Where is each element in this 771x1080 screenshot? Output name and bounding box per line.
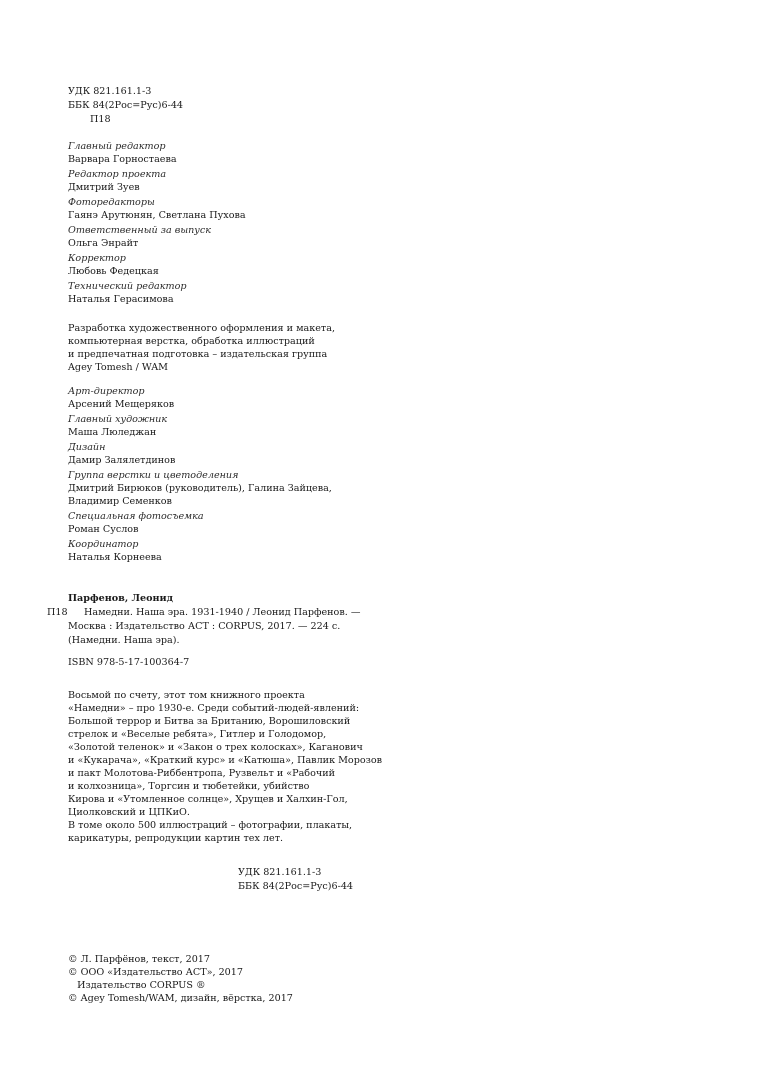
credit-role: Главный художник — [68, 414, 168, 425]
catalog-line: Москва : Издательство АСТ : CORPUS, 2017. — 224 с. — [68, 621, 341, 632]
editorial-credits — [68, 140, 246, 308]
credit-entry — [68, 224, 246, 252]
annotation-line: Кирова и «Утомленное солнце», Хрущев и Халхин-Гол, — [68, 794, 348, 805]
annotation-line: и пакт Молотова-Риббентропа, Рузвельт и «Рабочий — [68, 768, 335, 779]
credit-role: Дизайн — [68, 442, 106, 453]
catalog-line: (Намедни. Наша эра). — [68, 635, 180, 646]
credit-entry — [68, 385, 332, 413]
design-credits — [68, 385, 332, 566]
annotation-line: В томе около 500 иллюстраций – фотографии, плакаты, — [68, 820, 353, 831]
annotation-line: «Намедни» – про 1930-е. Среди событий-людей-явлений: — [68, 703, 360, 714]
udk-code: УДК 821.161.1-3 — [68, 86, 152, 97]
catalog-line: Намедни. Наша эра. 1931-1940 / Леонид Парфенов. — — [84, 607, 361, 618]
design-note-line: компьютерная верстка, обработка иллюстраций — [68, 336, 315, 347]
copyright-line: © ООО «Издательство АСТ», 2017 — [68, 967, 243, 978]
catalog-author-sign: П18 — [47, 607, 68, 618]
credit-name: Любовь Федецкая — [68, 266, 159, 277]
credit-entry — [68, 280, 246, 308]
annotation-line: карикатуры, репродукции картин тех лет. — [68, 833, 284, 844]
footer-bbk-code: ББК 84(2Рос=Рус)6-44 — [238, 881, 354, 892]
credit-role: Корректор — [68, 253, 126, 264]
author-sign: П18 — [90, 114, 111, 125]
annotation-line: и колхозница», Торгсин и тюбетейки, убийство — [68, 781, 310, 792]
credit-name: Владимир Семенков — [68, 496, 172, 507]
credit-name: Варвара Горностаева — [68, 154, 177, 165]
catalog-author: Парфенов, Леонид — [68, 593, 174, 604]
copyright-line: © Agey Tomesh/WAM, дизайн, вёрстка, 2017 — [68, 993, 293, 1004]
credit-role: Главный редактор — [68, 141, 166, 152]
credit-role: Технический редактор — [68, 281, 187, 292]
credit-name: Дмитрий Бирюков (руководитель), Галина Зайцева, — [68, 483, 332, 494]
credit-entry — [68, 252, 246, 280]
credit-name: Арсений Мещеряков — [68, 399, 175, 410]
design-note-line: Agey Tomesh / WAM — [68, 362, 168, 373]
credit-entry — [68, 538, 332, 566]
isbn: ISBN 978-5-17-100364-7 — [68, 657, 190, 668]
credit-name: Наталья Корнеева — [68, 552, 162, 563]
footer-udk-code: УДК 821.161.1-3 — [238, 867, 322, 878]
credit-name: Ольга Энрайт — [68, 238, 139, 249]
design-note-line: и предпечатная подготовка – издательская группа — [68, 349, 328, 360]
annotation-line: стрелок и «Веселые ребята», Гитлер и Голодомор, — [68, 729, 327, 740]
credit-name: Дамир Залялетдинов — [68, 455, 176, 466]
credit-name: Маша Люледжан — [68, 427, 157, 438]
annotation — [68, 689, 382, 845]
credit-entry — [68, 510, 332, 538]
credit-role: Фоторедакторы — [68, 197, 155, 208]
annotation-line: Восьмой по счету, этот том книжного проекта — [68, 690, 305, 701]
credit-role: Координатор — [68, 539, 139, 550]
credit-name: Дмитрий Зуев — [68, 182, 140, 193]
copyright-line: © Л. Парфёнов, текст, 2017 — [68, 954, 211, 965]
credit-entry — [68, 441, 332, 469]
credit-name: Наталья Герасимова — [68, 294, 174, 305]
credit-name: Роман Суслов — [68, 524, 139, 535]
credit-entry — [68, 413, 332, 441]
design-note-line: Разработка художественного оформления и макета, — [68, 323, 336, 334]
credit-name: Гаянэ Арутюнян, Светлана Пухова — [68, 210, 246, 221]
credit-entry — [68, 196, 246, 224]
copyright — [68, 953, 293, 1005]
annotation-line: «Золотой теленок» и «Закон о трех колосках», Каганович — [68, 742, 363, 753]
credit-entry — [68, 140, 246, 168]
credit-role: Редактор проекта — [68, 169, 167, 180]
annotation-line: и «Кукарача», «Краткий курс» и «Катюша», Павлик Морозов — [68, 755, 383, 766]
credit-role: Специальная фотосъемка — [68, 511, 204, 522]
annotation-line: Большой террор и Битва за Британию, Ворошиловский — [68, 716, 351, 727]
credit-role: Группа верстки и цветоделения — [68, 470, 239, 481]
design-note — [68, 322, 335, 374]
credit-entry — [68, 469, 332, 510]
copyright-line: Издательство CORPUS ® — [68, 980, 206, 991]
bbk-code: ББК 84(2Рос=Рус)6-44 — [68, 100, 184, 111]
credit-entry — [68, 168, 246, 196]
credit-role: Ответственный за выпуск — [68, 225, 211, 236]
annotation-line: Циолковский и ЦПКиО. — [68, 807, 190, 818]
credit-role: Арт-директор — [68, 386, 145, 397]
